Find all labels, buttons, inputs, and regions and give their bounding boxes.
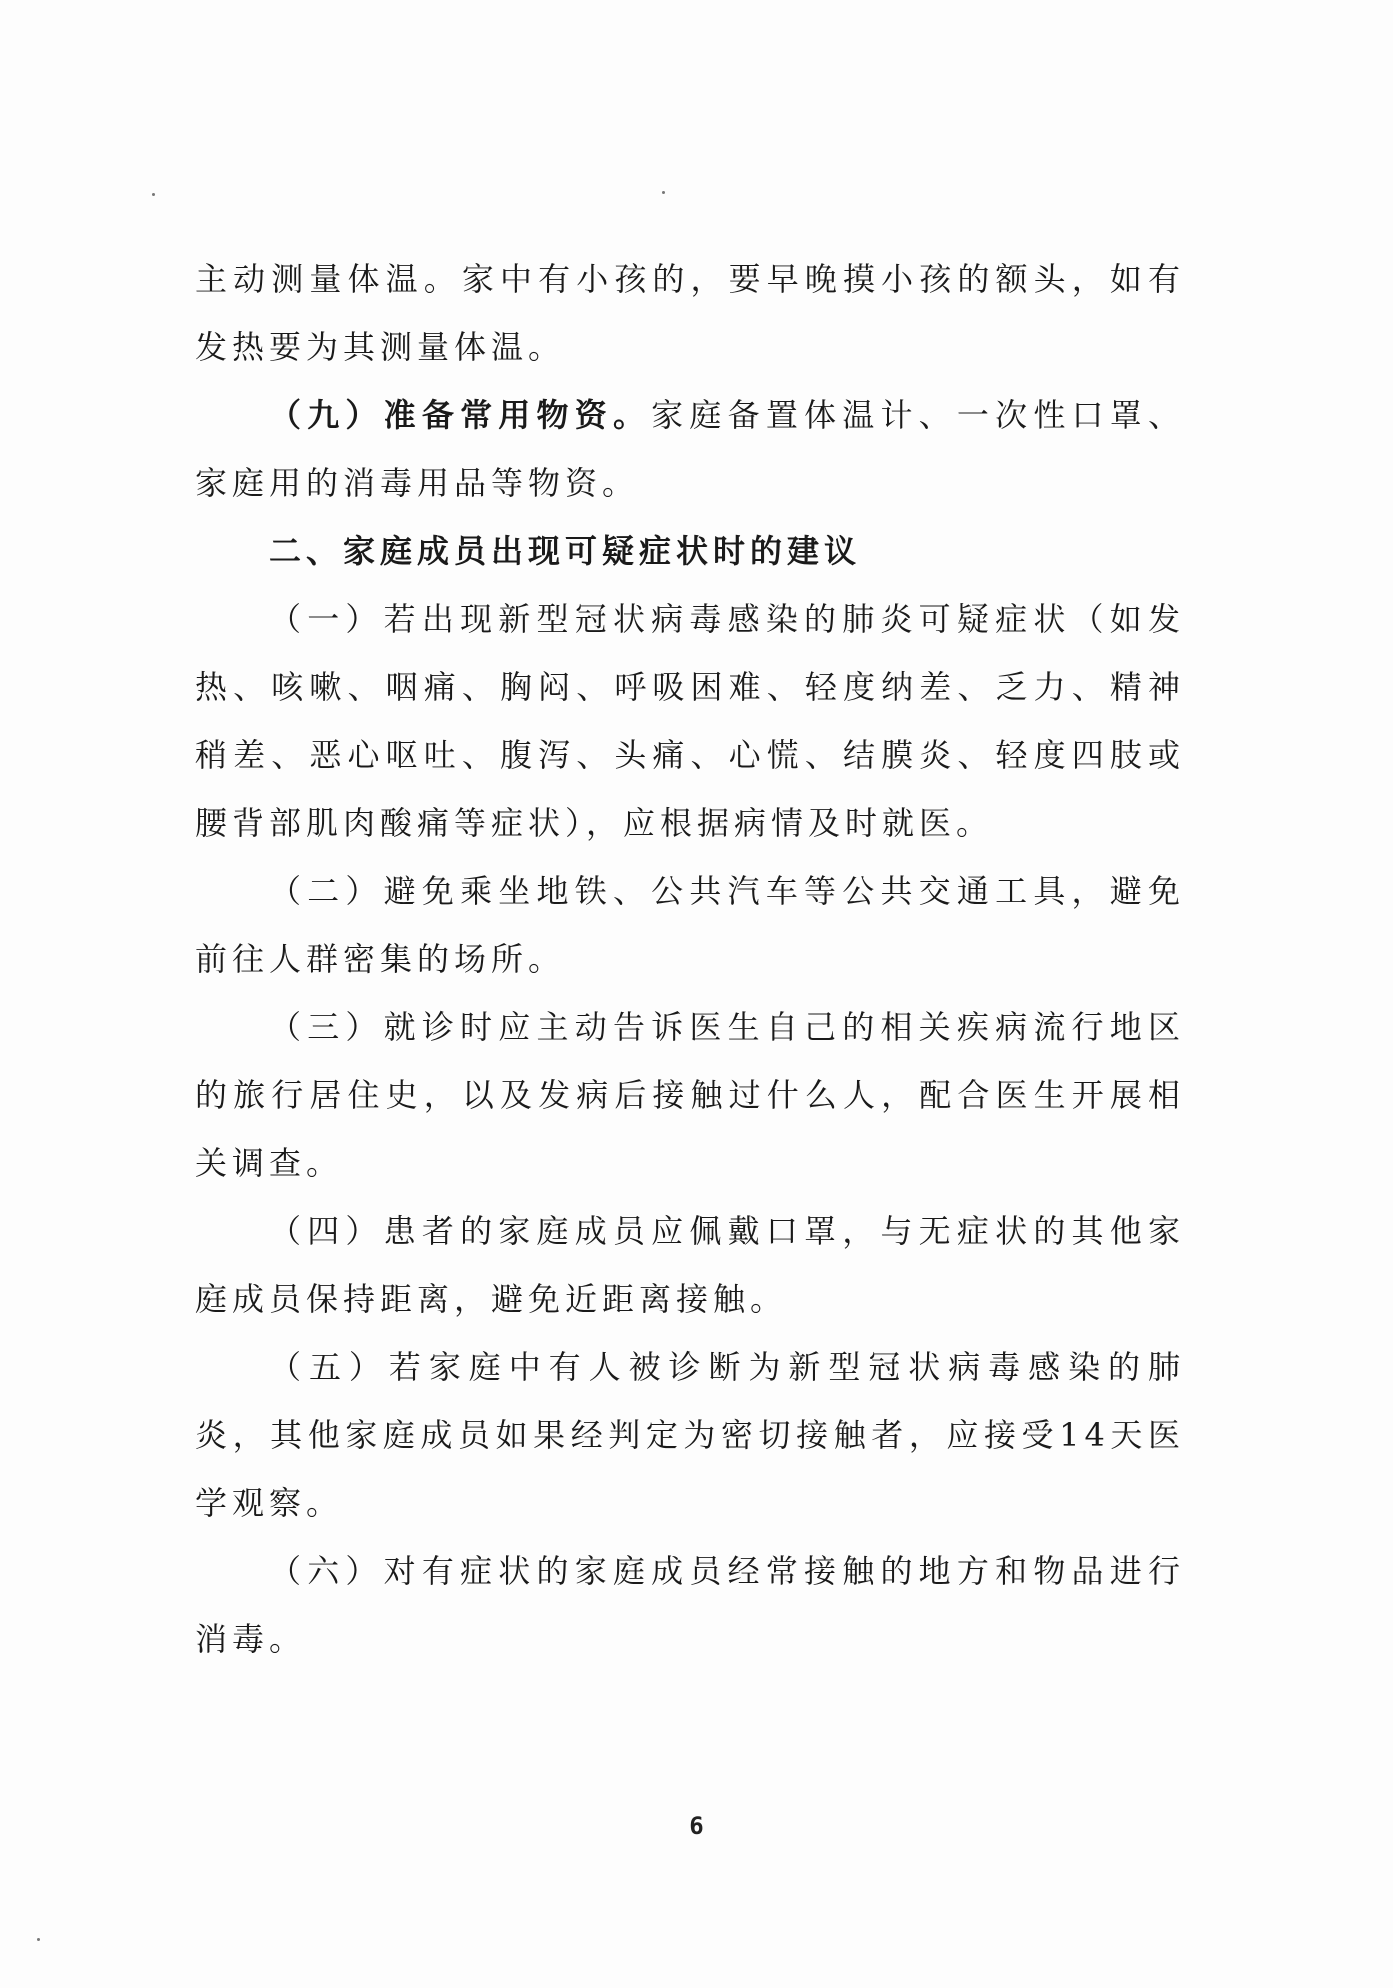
paragraph-item-4 bbox=[195, 1197, 1185, 1333]
section-heading bbox=[195, 517, 1185, 585]
paragraph-text: （五）若家庭中有人被诊断为新型冠状病毒感染的肺炎，其他家庭成员如果经判定为密切接触者，应接受14天医学观察。 bbox=[195, 1348, 1185, 1522]
paragraph-item-3 bbox=[195, 993, 1185, 1197]
paragraph-lead-heading: （九）准备常用物资。 bbox=[269, 396, 652, 434]
paragraph-text: （三）就诊时应主动告诉医生自己的相关疾病流行地区的旅行居住史，以及发病后接触过什么人，配合医生开展相关调查。 bbox=[195, 1008, 1185, 1182]
paragraph-item-5 bbox=[195, 1333, 1185, 1537]
scan-speck bbox=[152, 193, 155, 196]
page-number: 6 bbox=[689, 1812, 704, 1840]
paragraph-item-2 bbox=[195, 857, 1185, 993]
section-heading-text: 二、家庭成员出现可疑症状时的建议 bbox=[269, 532, 862, 570]
scan-speck bbox=[37, 1938, 40, 1941]
paragraph-item-1 bbox=[195, 585, 1185, 857]
scan-speck bbox=[662, 191, 665, 194]
paragraph-text: （二）避免乘坐地铁、公共汽车等公共交通工具，避免前往人群密集的场所。 bbox=[195, 872, 1185, 978]
paragraph-text: （一）若出现新型冠状病毒感染的肺炎可疑症状（如发热、咳嗽、咽痛、胸闷、呼吸困难、轻度纳差、乏力、精神稍差、恶心呕吐、腹泻、头痛、心慌、结膜炎、轻度四肢或腰背部肌肉酸痛等症状），应根据病情及时就医。 bbox=[195, 600, 1185, 842]
document-body bbox=[195, 245, 1185, 1673]
paragraph-item-6 bbox=[195, 1537, 1185, 1673]
paragraph-text: （六）对有症状的家庭成员经常接触的地方和物品进行消毒。 bbox=[195, 1552, 1185, 1658]
paragraph-text: 家庭备置体温计、一次性口罩、家庭用的消毒用品等物资。 bbox=[195, 396, 1185, 502]
paragraph-text: （四）患者的家庭成员应佩戴口罩，与无症状的其他家庭成员保持距离，避免近距离接触。 bbox=[195, 1212, 1185, 1318]
paragraph-supplies bbox=[195, 381, 1185, 517]
paragraph-body-temperature bbox=[195, 245, 1185, 381]
paragraph-text: 主动测量体温。家中有小孩的，要早晚摸小孩的额头，如有发热要为其测量体温。 bbox=[195, 260, 1185, 366]
